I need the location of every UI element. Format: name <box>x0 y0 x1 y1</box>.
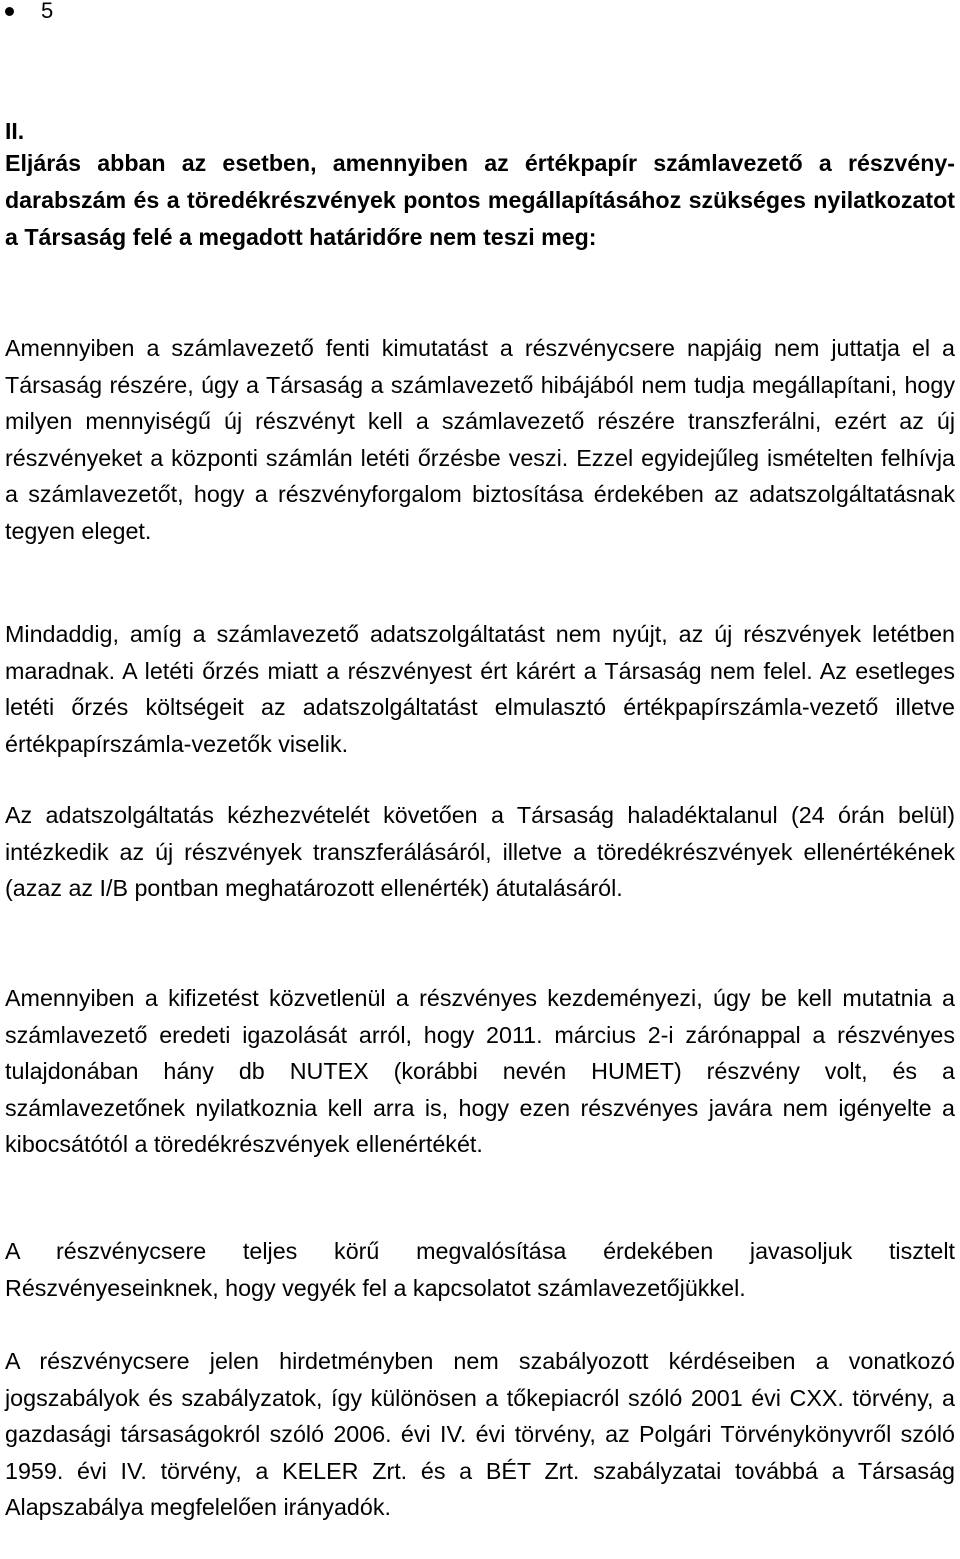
page-number-line <box>5 0 53 22</box>
section-heading: Eljárás abban az esetben, amennyiben az értékpapír számlavezető a részvény-darabszám és a töredékrészvények pontos megállapításához szükséges nyilatkozatot a Társaság felé a megadott határidőre nem teszi meg: <box>5 150 955 250</box>
paragraph-escrow: Mindaddig, amíg a számlavezető adatszolgáltatást nem nyújt, az új részvények letétben maradnak. A letéti őrzés miatt a részvényest ért kárért a Társaság nem felel. Az esetleges letéti őrzés költségeit az adatszolgáltatást elmulasztó értékpapírszámla-vezető illetve értékpapírszámla-vezetők viselik. <box>5 621 955 757</box>
paragraph-direct-payment: Amennyiben a kifizetést közvetlenül a részvényes kezdeményezi, úgy be kell mutatnia a számlavezető eredeti igazolását arról, hogy 2011. március 2-i zárónappal a részvényes tulajdonában hány db NUTEX (korábbi nevén HUMET) részvény volt, és a számlavezetőnek nyilatkoznia kell arra is, hogy ezen részvényes javára nem igényelte a kibocsátótól a töredékrészvények ellenértékét. <box>5 985 955 1157</box>
section-number: II. <box>5 118 25 144</box>
bullet-icon <box>5 7 14 16</box>
paragraph-transfer: Az adatszolgáltatás kézhezvételét követően a Társaság haladéktalanul (24 órán belül) intézkedik az új részvények transzferálásáról, illetve a töredékrészvények ellenértékének (azaz az I/B pontban meghatározott ellenérték) átutalásáról. <box>5 802 955 901</box>
paragraph-missing-statement: Amennyiben a számlavezető fenti kimutatást a részvénycsere napjáig nem juttatja el a Társaság részére, úgy a Társaság a számlavezető hibájából nem tudja megállapítani, hogy milyen mennyiségű új részvényt kell a számlavezető részére transzferálni, ezért az új részvényeket a központi számlán letéti őrzésbe veszi. Ezzel egyidejűleg ismételten felhívja a számlavezetőt, hogy a részvényforgalom biztosítása érdekében az adatszolgáltatásnak tegyen eleget. <box>5 335 955 544</box>
paragraph-governing-rules: A részvénycsere jelen hirdetményben nem szabályozott kérdéseiben a vonatkozó jogszabályok és szabályzatok, így különösen a tőkepiacról szóló 2001 évi CXX. törvény, a gazdasági társaságokról szóló 2006. évi IV. évi törvény, az Polgári Törvénykönyvről szóló 1959. évi IV. törvény, a KELER Zrt. és a BÉT Zrt. szabályzatai továbbá a Társaság Alapszabálya megfelelően irányadók. <box>5 1348 955 1520</box>
page-number: 5 <box>41 0 54 23</box>
paragraph-recommendation: A részvénycsere teljes körű megvalósítása érdekében javasoljuk tisztelt Részvényeseinknek, hogy vegyék fel a kapcsolatot számlavezetőjükkel. <box>5 1238 955 1301</box>
